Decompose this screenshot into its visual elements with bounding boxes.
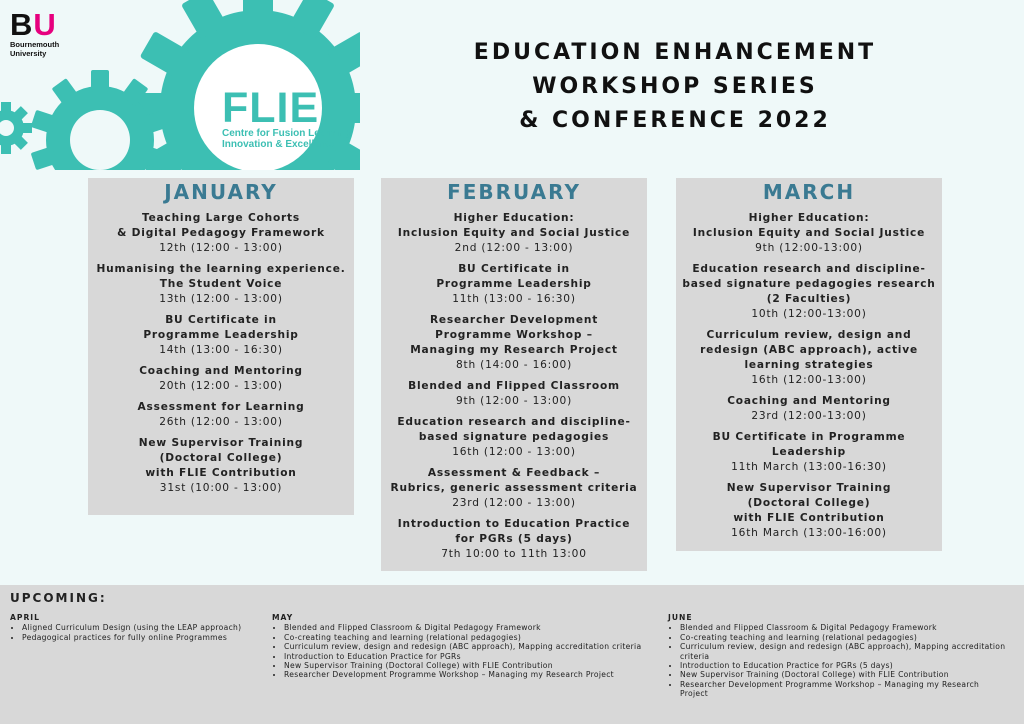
event-date: 7th 10:00 to 11th 13:00 — [441, 548, 587, 560]
event-title: Introduction to Education Practice for PGRs (5 days) — [397, 518, 631, 545]
flie-sub-line2: Innovation & Excellence — [222, 139, 338, 150]
month-panel-march — [676, 178, 942, 551]
event-item — [381, 211, 647, 256]
event-title: Researcher Development Programme Workshop – Managing my Research Project — [410, 314, 618, 356]
event-item — [676, 262, 942, 322]
list-item: • Blended and Flipped Classroom & Digital Pedagogy Framework — [284, 623, 644, 632]
event-title: BU Certificate in Programme Leadership — [143, 314, 299, 341]
upcoming-section — [0, 585, 1024, 724]
upcoming-title: UPCOMING: — [10, 591, 107, 605]
event-date: 14th (13:00 - 16:30) — [159, 344, 283, 356]
month-panel-february — [381, 178, 647, 571]
bu-logo: B U Bournemouth University — [10, 7, 60, 58]
event-item — [676, 328, 942, 388]
bu-logo-letters: B — [10, 7, 33, 42]
event-date: 12th (12:00 - 13:00) — [159, 242, 283, 254]
upcoming-column-april — [10, 613, 245, 642]
event-date: 9th (12:00-13:00) — [755, 242, 863, 254]
event-date: 16th March (13:00-16:00) — [731, 527, 887, 539]
page-title — [390, 36, 960, 138]
event-title: Blended and Flipped Classroom — [408, 380, 620, 392]
list-item: • Introduction to Education Practice for PGRs (5 days) — [680, 661, 1008, 670]
list-item: • Curriculum review, design and redesign (ABC approach), Mapping accreditation criteria — [680, 642, 1008, 661]
column-heading: MAY — [272, 613, 294, 622]
list-item: • Researcher Development Programme Workshop – Managing my Research Project — [680, 680, 1008, 699]
event-date: 16th (12:00-13:00) — [751, 374, 867, 386]
upcoming-column-may — [272, 613, 644, 680]
event-title: Coaching and Mentoring — [727, 395, 891, 407]
event-title: Assessment & Feedback – Rubrics, generic assessment criteria — [390, 467, 638, 494]
event-item — [676, 430, 942, 475]
list-item: • New Supervisor Training (Doctoral College) with FLIE Contribution — [284, 661, 644, 670]
column-heading: APRIL — [10, 613, 40, 622]
list-item: • New Supervisor Training (Doctoral College) with FLIE Contribution — [680, 670, 1008, 679]
upcoming-list — [272, 623, 644, 679]
event-title: Teaching Large Cohorts & Digital Pedagogy Framework — [117, 212, 325, 239]
event-title: Assessment for Learning — [137, 401, 305, 413]
event-title: Education research and discipline- based signature pedagogies research (2 Faculties) — [682, 263, 936, 305]
event-item — [381, 313, 647, 373]
event-date: 10th (12:00-13:00) — [751, 308, 867, 320]
event-item — [381, 415, 647, 460]
event-item — [88, 313, 354, 358]
list-item: • Co-creating teaching and learning (relational pedagogies) — [284, 633, 644, 642]
event-date: 20th (12:00 - 13:00) — [159, 380, 283, 392]
event-item — [88, 400, 354, 430]
month-panel-january — [88, 178, 354, 515]
bu-name-line2: University — [10, 49, 47, 58]
event-date: 11th March (13:00-16:30) — [731, 461, 887, 473]
event-item — [88, 262, 354, 307]
event-item — [381, 517, 647, 562]
month-heading: FEBRUARY — [447, 180, 581, 204]
upcoming-list — [668, 623, 1008, 698]
event-date: 23rd (12:00 - 13:00) — [452, 497, 576, 509]
flie-word: FLIE — [222, 84, 320, 132]
event-item — [88, 364, 354, 394]
event-date: 9th (12:00 - 13:00) — [455, 395, 573, 407]
event-item — [381, 262, 647, 307]
title-line-3: & CONFERENCE 2022 — [519, 108, 831, 133]
event-date: 31st (10:00 - 13:00) — [159, 482, 283, 494]
event-item — [88, 436, 354, 496]
event-title: Humanising the learning experience. The Student Voice — [96, 263, 346, 290]
month-heading: MARCH — [762, 180, 856, 204]
event-title: Higher Education: Inclusion Equity and Social Justice — [397, 212, 631, 239]
event-date: 23rd (12:00-13:00) — [751, 410, 867, 422]
list-item: • Aligned Curriculum Design (using the LEAP approach) — [22, 623, 245, 632]
event-title: Education research and discipline- based signature pedagogies — [397, 416, 631, 443]
upcoming-list — [10, 623, 245, 642]
event-date: 16th (12:00 - 13:00) — [452, 446, 576, 458]
list-item: • Researcher Development Programme Workshop – Managing my Research Project — [284, 670, 644, 679]
event-title: BU Certificate in Programme Leadership — [436, 263, 592, 290]
event-title: New Supervisor Training (Doctoral College) with FLIE Contribution — [138, 437, 304, 479]
event-date: 13th (12:00 - 13:00) — [159, 293, 283, 305]
list-item: • Co-creating teaching and learning (relational pedagogies) — [680, 633, 1008, 642]
event-date: 11th (13:00 - 16:30) — [452, 293, 576, 305]
event-item — [88, 211, 354, 256]
title-line-2: WORKSHOP SERIES — [532, 74, 818, 99]
event-item — [676, 211, 942, 256]
event-date: 2nd (12:00 - 13:00) — [454, 242, 574, 254]
list-item: • Pedagogical practices for fully online Programmes — [22, 633, 245, 642]
event-item — [676, 481, 942, 541]
event-item — [381, 379, 647, 409]
title-line-1: EDUCATION ENHANCEMENT — [473, 40, 877, 65]
event-item — [676, 394, 942, 424]
event-title: Higher Education: Inclusion Equity and Social Justice — [692, 212, 926, 239]
bu-name-line1: Bournemouth — [10, 40, 60, 49]
event-item — [381, 466, 647, 511]
month-heading: JANUARY — [164, 180, 278, 204]
event-date: 26th (12:00 - 13:00) — [159, 416, 283, 428]
list-item: • Curriculum review, design and redesign (ABC approach), Mapping accreditation criteria — [284, 642, 644, 651]
event-title: BU Certificate in Programme Leadership — [712, 431, 906, 458]
flie-sub-line1: Centre for Fusion Learning — [222, 128, 351, 139]
flie-logo — [222, 84, 351, 150]
event-title: Coaching and Mentoring — [139, 365, 303, 377]
upcoming-column-june — [668, 613, 1008, 699]
list-item: • Introduction to Education Practice for PGRs — [284, 652, 644, 661]
column-heading: JUNE — [668, 613, 693, 622]
event-date: 8th (14:00 - 16:00) — [455, 359, 573, 371]
list-item: • Blended and Flipped Classroom & Digital Pedagogy Framework — [680, 623, 1008, 632]
event-title: Curriculum review, design and redesign (ABC approach), active learning strategies — [700, 329, 918, 371]
event-title: New Supervisor Training (Doctoral College) with FLIE Contribution — [726, 482, 892, 524]
